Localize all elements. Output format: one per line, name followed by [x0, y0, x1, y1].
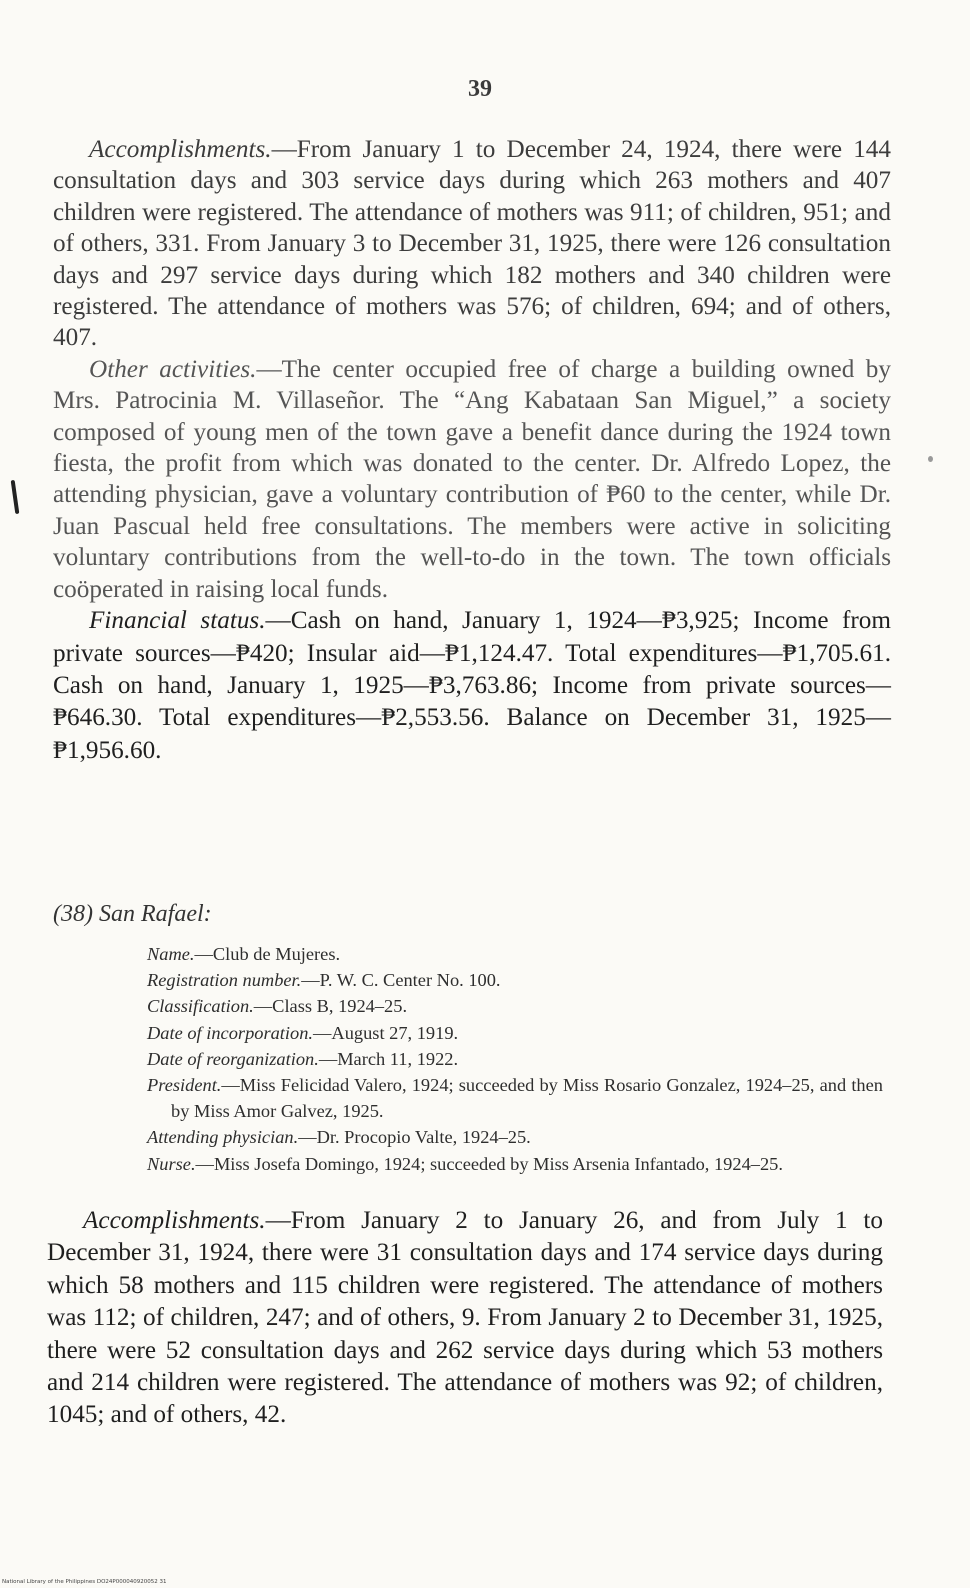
body-block-2	[47, 1205, 883, 1432]
detail-label: Nurse.	[147, 1153, 196, 1174]
detail-president	[147, 1072, 883, 1124]
detail-label: Registration number.	[147, 970, 302, 991]
scan-footer: National Library of the Philippines DO24P000040920052 31	[2, 1579, 167, 1585]
detail-value: —Miss Felicidad Valero, 1924; succeeded by Miss Rosario Gonzalez, 1924–25, and then by Miss Amor Galvez, 1925.	[171, 1075, 883, 1122]
detail-value: —Class B, 1924–25.	[253, 996, 408, 1017]
detail-label: Date of reorganization.	[147, 1048, 319, 1069]
detail-value: —Miss Josefa Domingo, 1924; succeeded by Miss Arsenia Infantado, 1924–25.	[195, 1153, 783, 1174]
detail-label: Name.	[147, 944, 195, 964]
detail-value: —Club de Mujeres.	[194, 944, 341, 964]
detail-value: —August 27, 1919.	[313, 1022, 459, 1043]
detail-registration-number	[147, 967, 883, 993]
center-details	[147, 941, 883, 1177]
paragraph-text: —From January 1 to December 24, 1924, there were 144 consultation days and 303 service days during which 263 mothers and 407 children were registered. The attendance of mothers was 911; of children, 951; and of others, 331. From January 3 to December 31, 1925, there were 126 consultation days and 297 service days during which 182 mothers and 340 children were registered. The attendance of mothers was 576; of children, 694; and of others, 407.	[53, 136, 891, 352]
paragraph-lead: Accomplishments.	[89, 136, 272, 163]
detail-nurse	[147, 1151, 883, 1177]
detail-label: Date of incorporation.	[147, 1022, 314, 1043]
detail-label: Attending physician.	[147, 1127, 299, 1148]
paragraph-financial-status	[53, 605, 891, 767]
paragraph-lead: Accomplishments.	[83, 1207, 266, 1234]
margin-pencil-mark	[11, 480, 20, 514]
section-number: (38)	[53, 901, 93, 927]
margin-speck	[928, 456, 933, 462]
paragraph-text: —From January 2 to January 26, and from July 1 to December 31, 1924, there were 31 consultation days and 174 service days during which 58 mothers and 115 children were registered. The attendance of mothers was 112; of children, 247; and of others, 9. From January 2 to December 31, 1925, there were 52 consultation days and 262 service days during which 53 mothers and 214 children were registered. The attendance of mothers was 92; of children, 1045; and of others, 42.	[47, 1207, 883, 1429]
paragraph-text: —Cash on hand, January 1, 1924—₱3,925; Income from private sources—₱420; Insular aid—₱1,124.47. Total expenditures—₱1,705.61. Cash on hand, January 1, 1925—₱3,763.86; Income from private sources—₱646.30. Total expenditures—₱2,553.56. Balance on December 31, 1925—₱1,956.60.	[53, 607, 891, 764]
detail-value: —P. W. C. Center No. 100.	[301, 970, 501, 991]
detail-label: President.	[147, 1075, 222, 1096]
detail-name	[147, 941, 883, 967]
body-block-1	[53, 134, 891, 767]
detail-date-of-incorporation	[147, 1020, 883, 1046]
detail-classification	[147, 993, 883, 1019]
page-number: 39	[468, 76, 492, 102]
paragraph-lead: Financial status.	[89, 607, 266, 635]
detail-value: —March 11, 1922.	[318, 1048, 459, 1069]
detail-attending-physician	[147, 1124, 883, 1150]
detail-value: —Dr. Procopio Valte, 1924–25.	[298, 1127, 531, 1148]
section-heading	[53, 901, 212, 928]
paragraph-accomplishments-1	[53, 134, 891, 354]
paragraph-accomplishments-2	[47, 1205, 883, 1432]
paragraph-lead: Other activities.	[89, 355, 257, 383]
paragraph-other-activities	[53, 354, 891, 605]
paragraph-text: —The center occupied free of charge a building owned by Mrs. Patrocinia M. Villaseñor. The “Ang Kabataan San Miguel,” a society composed of young men of the town gave a benefit dance during the 1924 town fiesta, the profit from which was donated to the center. Dr. Alfredo Lopez, the attending physician, gave a voluntary contribution of ₱60 to the center, while Dr. Juan Pascual held free consultations. The members were active in soliciting voluntary contributions from the well-to-do in the town. The town officials coöperated in raising local funds.	[53, 355, 891, 603]
detail-date-of-reorganization	[147, 1046, 883, 1072]
section-title: San Rafael:	[98, 901, 212, 927]
detail-label: Classification.	[147, 996, 254, 1017]
